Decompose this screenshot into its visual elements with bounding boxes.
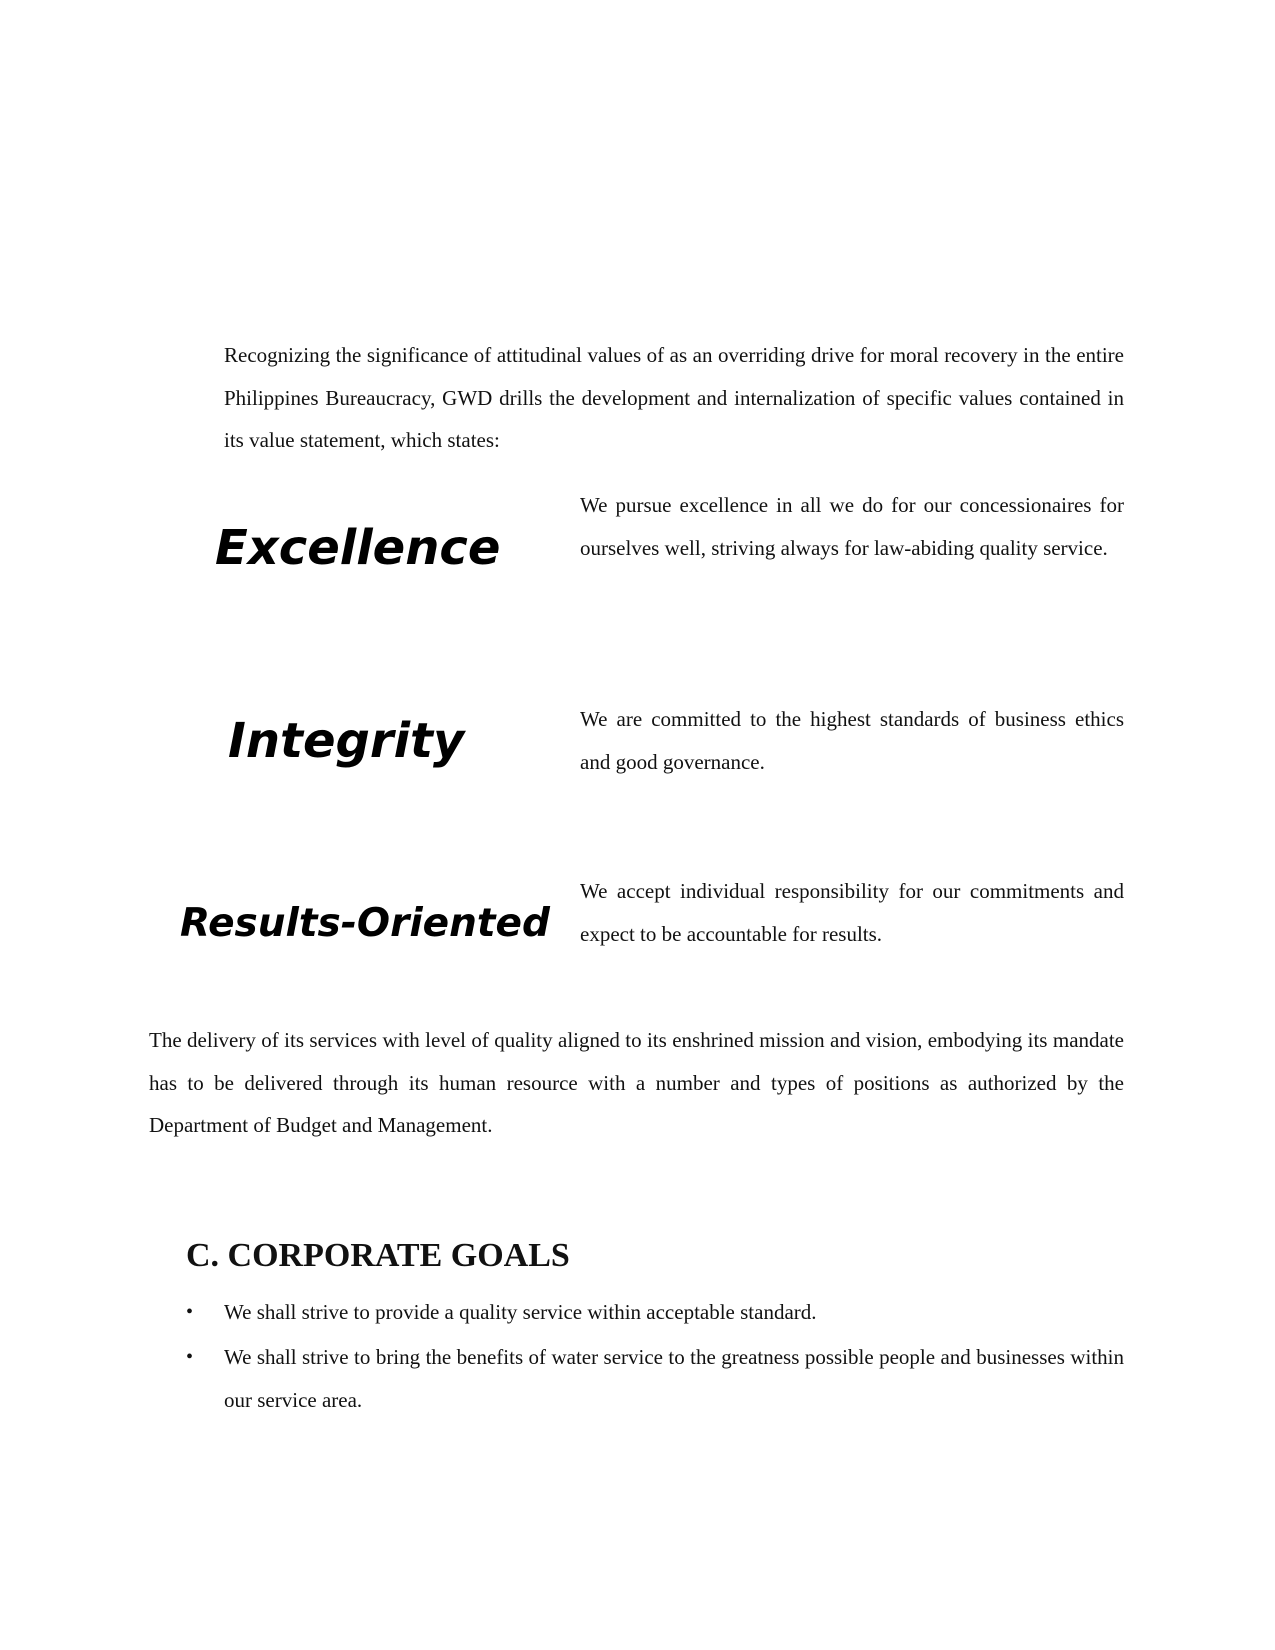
value-term-integrity: Integrity	[228, 713, 465, 769]
value-description-integrity: We are committed to the highest standards of business ethics and good governance.	[580, 707, 1124, 774]
intro-paragraph: Recognizing the significance of attitudinal values of as an overriding drive for moral recovery in the entire Philippines Bureaucracy, GWD drills the development and internalization of specific values contained in its value statement, which states:	[224, 343, 1124, 452]
list-item	[186, 1291, 1124, 1334]
value-term-results-oriented: Results-Oriented	[180, 901, 550, 946]
closing-paragraph: The delivery of its services with level of quality aligned to its enshrined mission and vision, embodying its mandate has to be delivered through its human resource with a number and types of positions as authorized by the Department of Budget and Management.	[149, 1028, 1124, 1137]
goal-text: We shall strive to bring the benefits of water service to the greatness possible people and businesses within our service area.	[224, 1345, 1124, 1412]
value-description-excellence: We pursue excellence in all we do for our concessionaires for ourselves well, striving always for law-abiding quality service.	[580, 493, 1124, 560]
value-description-results-oriented: We accept individual responsibility for our commitments and expect to be accountable for results.	[580, 879, 1124, 946]
list-item	[186, 1336, 1124, 1422]
value-term-excellence: Excellence	[215, 520, 501, 576]
bullet-icon: •	[186, 1301, 194, 1323]
bullet-icon: •	[186, 1346, 194, 1368]
section-heading-corporate-goals: C. CORPORATE GOALS	[186, 1237, 570, 1274]
goal-text: We shall strive to provide a quality service within acceptable standard.	[224, 1300, 817, 1324]
corporate-goals-list	[186, 1291, 1124, 1424]
